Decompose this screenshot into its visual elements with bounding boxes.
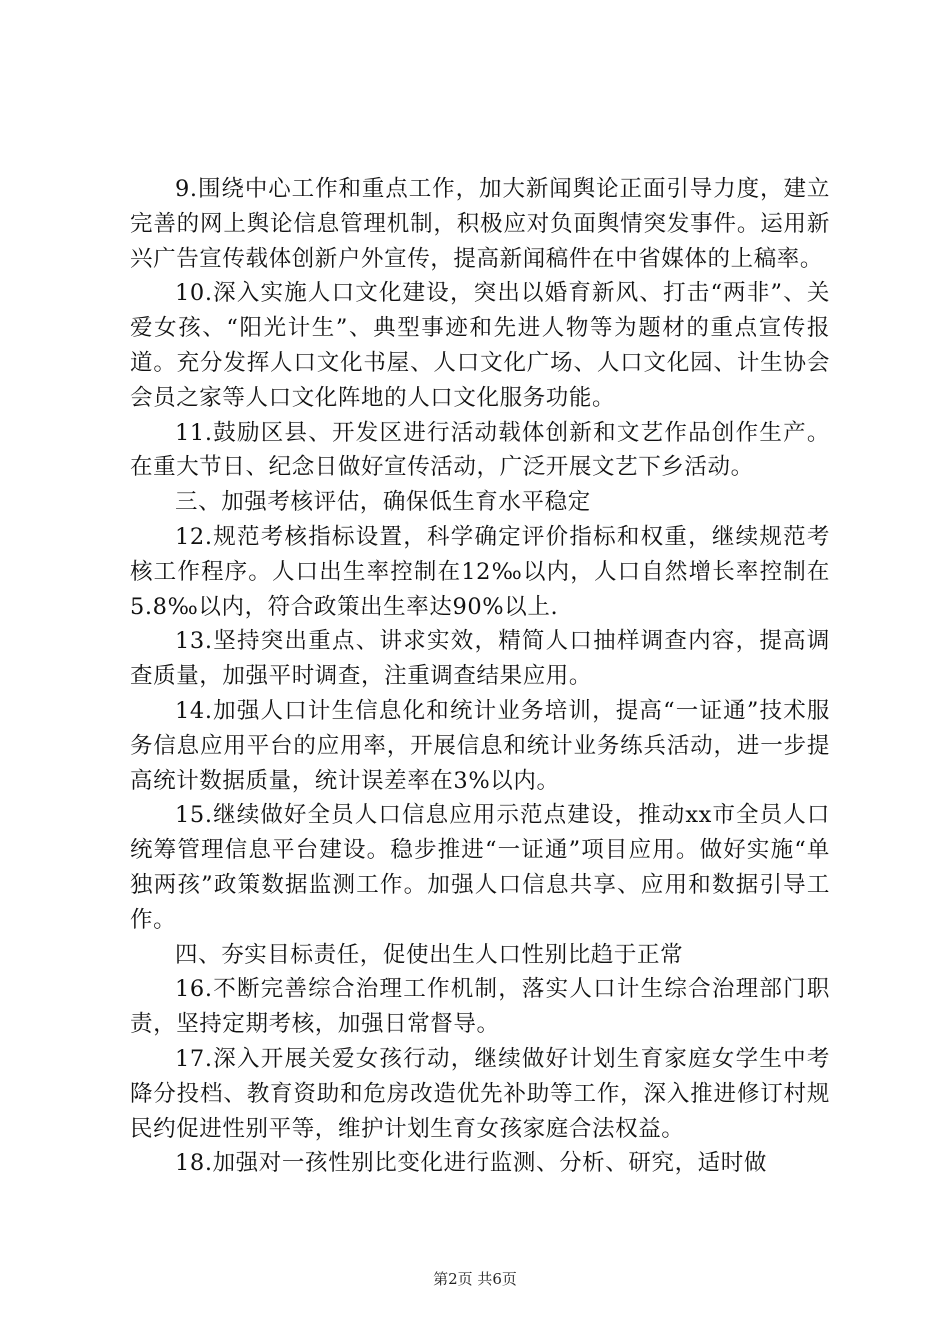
section-heading-3: 三、加强考核评估，确保低生育水平稳定 [175,489,591,516]
paragraph-12: 12.规范考核指标设置，科学确定评价指标和权重，继续规范考核工作程序。人口出生率控制在12‰以内，人口自然增长率控制在5.8‰以内，符合政策出生率达90%以上. [130,523,830,620]
paragraph-9: 9.围绕中心工作和重点工作，加大新闻舆论正面引导力度，建立完善的网上舆论信息管理机制，积极应对负面舆情突发事件。运用新兴广告宣传载体创新户外宣传，提高新闻稿件在中省媒体的上稿率。 [130,176,830,272]
paragraph-13: 13.坚持突出重点、讲求实效，精简人口抽样调查内容，提高调查质量，加强平时调查，注重调查结果应用。 [130,628,830,690]
paragraph-11: 11.鼓励区县、开发区进行活动载体创新和文艺作品创作生产。在重大节日、纪念日做好宣传活动，广泛开展文艺下乡活动。 [130,419,830,481]
paragraph-14: 14.加强人口计生信息化和统计业务培训，提高“一证通”技术服务信息应用平台的应用率，开展信息和统计业务练兵活动，进一步提高统计数据质量，统计误差率在3%以内。 [130,697,830,794]
section-heading-4: 四、夯实目标责任，促使出生人口性别比趋于正常 [175,941,684,968]
paragraph-18: 18.加强对一孩性别比变化进行监测、分析、研究，适时做 [175,1150,767,1177]
paragraph-10: 10.深入实施人口文化建设，突出以婚育新风、打击“两非”、关爱女孩、“阳光计生”、典型事迹和先进人物等为题材的重点宣传报道。充分发挥人口文化书屋、人口文化广场、人口文化园、计生协会会员之家等人口文化阵地的人口文化服务功能。 [130,280,830,411]
paragraph-15: 15.继续做好全员人口信息应用示范点建设，推动xx市全员人口统筹管理信息平台建设。稳步推进“一证通”项目应用。做好实施“单独两孩”政策数据监测工作。加强人口信息共享、应用和数据引导工作。 [130,802,830,933]
document-body [130,172,830,1181]
page-number-footer: 第2页 共6页 [433,1270,517,1288]
paragraph-17: 17.深入开展关爱女孩行动，继续做好计划生育家庭女学生中考降分投档、教育资助和危房改造优先补助等工作，深入推进修订村规民约促进性别平等，维护计划生育女孩家庭合法权益。 [130,1045,830,1142]
paragraph-16: 16.不断完善综合治理工作机制，落实人口计生综合治理部门职责，坚持定期考核，加强日常督导。 [130,976,830,1038]
